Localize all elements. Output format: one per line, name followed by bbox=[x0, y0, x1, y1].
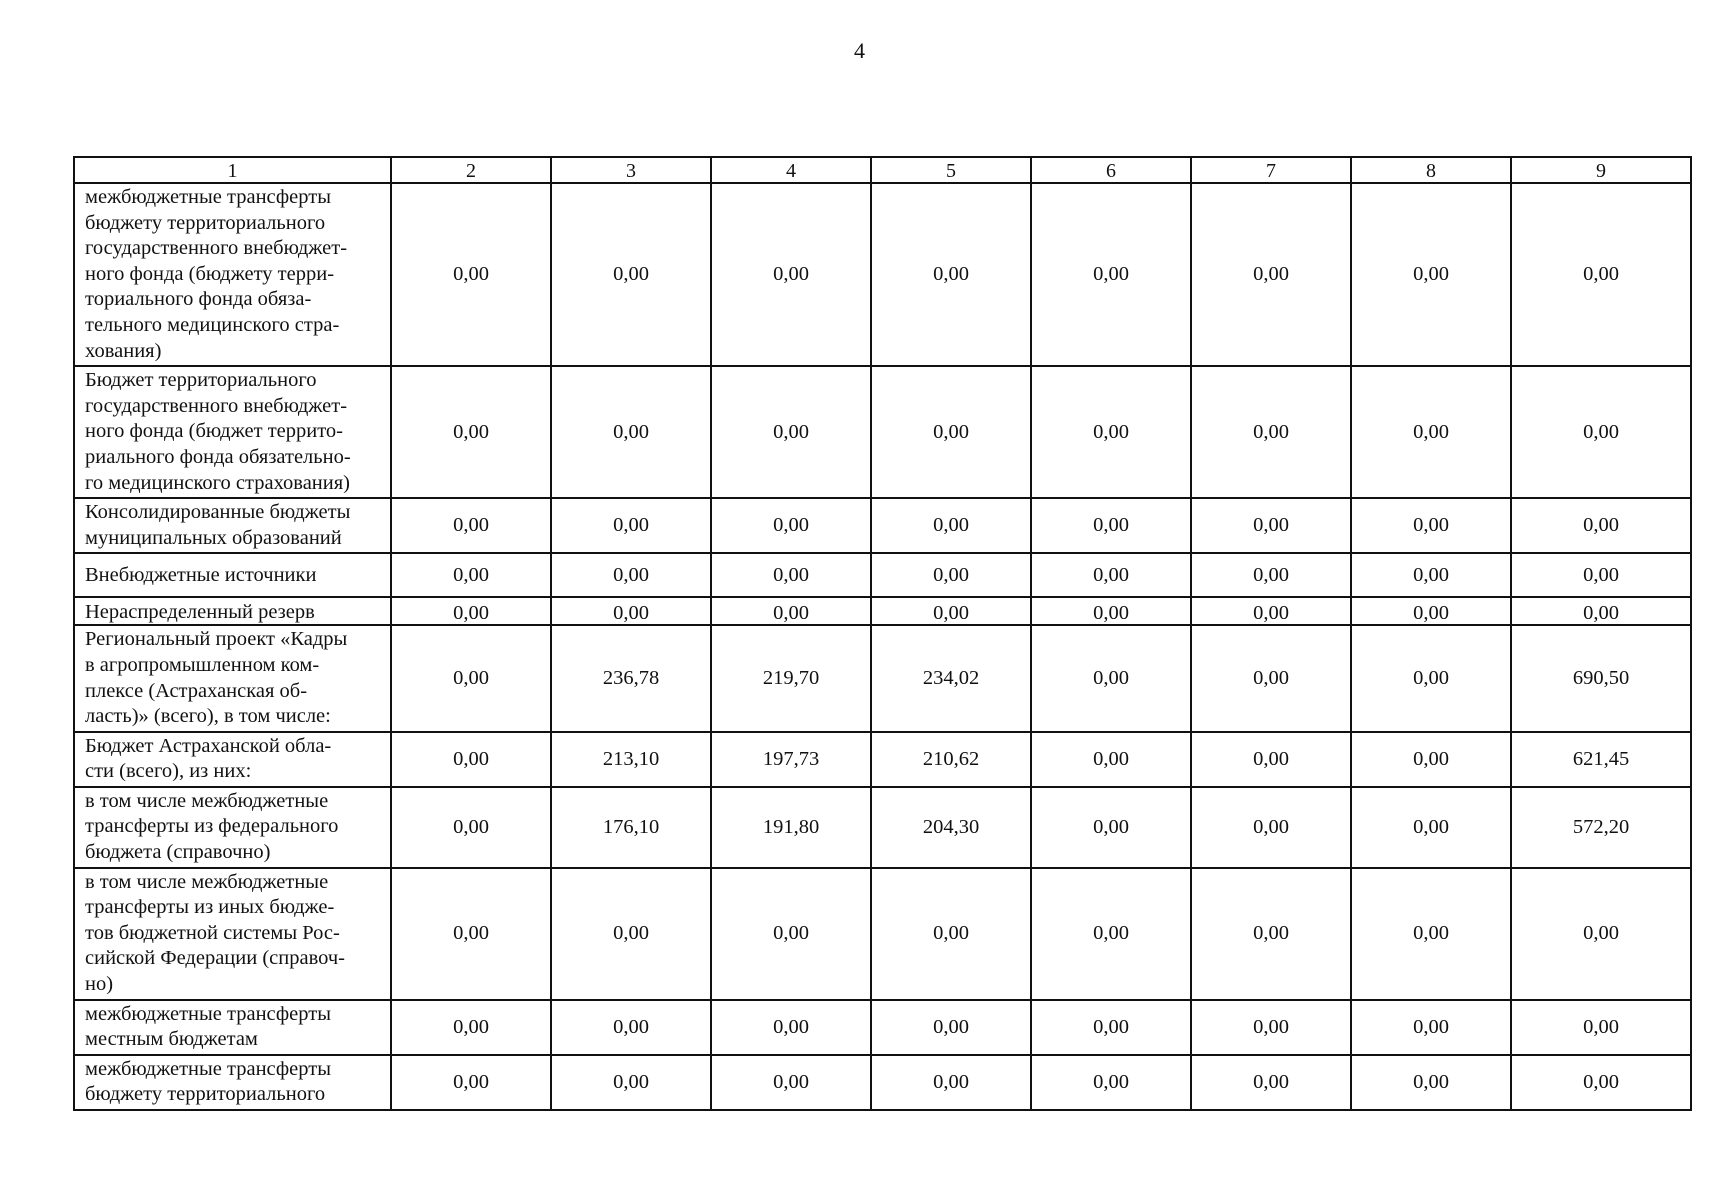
row-label bbox=[74, 1055, 391, 1110]
value-cell: 0,00 bbox=[1031, 553, 1191, 597]
value-cell: 0,00 bbox=[1511, 498, 1691, 553]
value-cell: 0,00 bbox=[1351, 553, 1511, 597]
value-cell: 219,70 bbox=[711, 625, 871, 731]
value-cell: 0,00 bbox=[1031, 1055, 1191, 1110]
column-header: 7 bbox=[1191, 157, 1351, 183]
table-row bbox=[74, 1000, 1691, 1055]
column-header: 4 bbox=[711, 157, 871, 183]
row-label bbox=[74, 732, 391, 787]
row-label-line: ториального фонда обяза- bbox=[85, 288, 312, 311]
column-header: 2 bbox=[391, 157, 551, 183]
row-label-line: бюджету территориального bbox=[85, 1083, 326, 1106]
value-cell: 0,00 bbox=[551, 498, 711, 553]
row-label-line: Бюджет территориального bbox=[85, 369, 317, 392]
value-cell: 0,00 bbox=[391, 1055, 551, 1110]
value-cell: 0,00 bbox=[1191, 597, 1351, 625]
row-label bbox=[74, 366, 391, 498]
value-cell: 0,00 bbox=[1031, 597, 1191, 625]
value-cell: 0,00 bbox=[391, 732, 551, 787]
value-cell: 0,00 bbox=[711, 1055, 871, 1110]
row-label-line: Консолидированные бюджеты bbox=[85, 501, 351, 524]
table-row bbox=[74, 366, 1691, 498]
row-label-line: но) bbox=[85, 973, 114, 996]
value-cell: 0,00 bbox=[1031, 366, 1191, 498]
row-label-line: межбюджетные трансферты bbox=[85, 186, 331, 208]
column-header: 1 bbox=[74, 157, 391, 183]
column-header: 5 bbox=[871, 157, 1031, 183]
value-cell: 0,00 bbox=[391, 868, 551, 1000]
row-label-line: государственного внебюджет- bbox=[85, 394, 348, 417]
value-cell: 0,00 bbox=[551, 1000, 711, 1055]
value-cell: 0,00 bbox=[1031, 183, 1191, 366]
table-row bbox=[74, 498, 1691, 553]
value-cell: 0,00 bbox=[1351, 625, 1511, 731]
value-cell: 0,00 bbox=[1351, 366, 1511, 498]
value-cell: 0,00 bbox=[1191, 498, 1351, 553]
row-label bbox=[74, 553, 391, 597]
row-label bbox=[74, 183, 391, 366]
row-label-line: Региональный проект «Кадры bbox=[85, 628, 348, 651]
value-cell: 0,00 bbox=[1511, 868, 1691, 1000]
value-cell: 0,00 bbox=[1351, 868, 1511, 1000]
table-row bbox=[74, 553, 1691, 597]
column-header: 3 bbox=[551, 157, 711, 183]
value-cell: 213,10 bbox=[551, 732, 711, 787]
table-row bbox=[74, 732, 1691, 787]
row-label-line: Внебюджетные источники bbox=[85, 563, 317, 586]
value-cell: 0,00 bbox=[871, 366, 1031, 498]
row-label-line: риального фонда обязательно- bbox=[85, 445, 351, 468]
value-cell: 197,73 bbox=[711, 732, 871, 787]
table-body bbox=[74, 183, 1691, 1110]
value-cell: 0,00 bbox=[1511, 1000, 1691, 1055]
value-cell: 0,00 bbox=[391, 597, 551, 625]
row-label-line: межбюджетные трансферты bbox=[85, 1057, 331, 1080]
page-number: 4 bbox=[854, 38, 865, 63]
value-cell: 0,00 bbox=[1191, 1000, 1351, 1055]
value-cell: 0,00 bbox=[711, 498, 871, 553]
value-cell: 0,00 bbox=[871, 1055, 1031, 1110]
value-cell: 0,00 bbox=[711, 597, 871, 625]
value-cell: 0,00 bbox=[1031, 498, 1191, 553]
value-cell: 0,00 bbox=[711, 183, 871, 366]
row-label-line: Нераспределенный резерв bbox=[85, 601, 315, 624]
row-label-line: Бюджет Астраханской обла- bbox=[85, 734, 332, 757]
value-cell: 0,00 bbox=[391, 553, 551, 597]
value-cell: 0,00 bbox=[711, 553, 871, 597]
value-cell: 0,00 bbox=[1191, 183, 1351, 366]
value-cell: 204,30 bbox=[871, 787, 1031, 868]
value-cell: 0,00 bbox=[391, 366, 551, 498]
value-cell: 0,00 bbox=[391, 625, 551, 731]
table-row bbox=[74, 183, 1691, 366]
column-header: 8 bbox=[1351, 157, 1511, 183]
table-row bbox=[74, 597, 1691, 625]
table-row bbox=[74, 787, 1691, 868]
header-row bbox=[74, 157, 1691, 183]
value-cell: 0,00 bbox=[871, 553, 1031, 597]
column-header: 9 bbox=[1511, 157, 1691, 183]
row-label-line: плексе (Астраханская об- bbox=[85, 679, 308, 702]
value-cell: 0,00 bbox=[1351, 1000, 1511, 1055]
value-cell: 0,00 bbox=[1191, 553, 1351, 597]
row-label-line: тов бюджетной системы Рос- bbox=[85, 921, 340, 944]
row-label-line: ного фонда (бюджет террито- bbox=[85, 420, 343, 443]
value-cell: 0,00 bbox=[391, 1000, 551, 1055]
value-cell: 0,00 bbox=[711, 366, 871, 498]
value-cell: 0,00 bbox=[1031, 868, 1191, 1000]
value-cell: 0,00 bbox=[1351, 183, 1511, 366]
row-label-line: трансферты из иных бюдже- bbox=[85, 896, 335, 919]
row-label-line: ласть)» (всего), в том числе: bbox=[85, 705, 331, 728]
value-cell: 236,78 bbox=[551, 625, 711, 731]
value-cell: 0,00 bbox=[1351, 498, 1511, 553]
row-label-line: местным бюджетам bbox=[85, 1028, 258, 1051]
value-cell: 0,00 bbox=[871, 597, 1031, 625]
value-cell: 0,00 bbox=[871, 183, 1031, 366]
value-cell: 0,00 bbox=[1191, 868, 1351, 1000]
value-cell: 191,80 bbox=[711, 787, 871, 868]
value-cell: 210,62 bbox=[871, 732, 1031, 787]
row-label-line: бюджету территориального bbox=[85, 211, 326, 234]
value-cell: 0,00 bbox=[391, 498, 551, 553]
value-cell: 572,20 bbox=[1511, 787, 1691, 868]
budget-table bbox=[73, 156, 1692, 1111]
table-row bbox=[74, 868, 1691, 1000]
row-label-line: в том числе межбюджетные bbox=[85, 870, 329, 893]
row-label-line: сийской Федерации (справоч- bbox=[85, 947, 345, 970]
value-cell: 0,00 bbox=[1351, 1055, 1511, 1110]
table-row bbox=[74, 625, 1691, 731]
row-label-line: го медицинского страхования) bbox=[85, 471, 351, 494]
value-cell: 0,00 bbox=[1191, 1055, 1351, 1110]
value-cell: 0,00 bbox=[711, 1000, 871, 1055]
value-cell: 0,00 bbox=[551, 183, 711, 366]
value-cell: 0,00 bbox=[871, 1000, 1031, 1055]
row-label bbox=[74, 787, 391, 868]
value-cell: 0,00 bbox=[1511, 183, 1691, 366]
value-cell: 0,00 bbox=[871, 868, 1031, 1000]
row-label bbox=[74, 625, 391, 731]
value-cell: 0,00 bbox=[551, 366, 711, 498]
value-cell: 0,00 bbox=[391, 183, 551, 366]
value-cell: 0,00 bbox=[551, 597, 711, 625]
value-cell: 690,50 bbox=[1511, 625, 1691, 731]
value-cell: 621,45 bbox=[1511, 732, 1691, 787]
row-label bbox=[74, 597, 391, 625]
value-cell: 0,00 bbox=[1031, 787, 1191, 868]
value-cell: 0,00 bbox=[1191, 625, 1351, 731]
value-cell: 0,00 bbox=[1511, 553, 1691, 597]
row-label-line: ного фонда (бюджету терри- bbox=[85, 262, 335, 285]
row-label bbox=[74, 1000, 391, 1055]
value-cell: 0,00 bbox=[1191, 366, 1351, 498]
value-cell: 0,00 bbox=[1511, 366, 1691, 498]
value-cell: 234,02 bbox=[871, 625, 1031, 731]
value-cell: 0,00 bbox=[1031, 1000, 1191, 1055]
row-label-line: в агропромышленном ком- bbox=[85, 653, 320, 676]
value-cell: 176,10 bbox=[551, 787, 711, 868]
row-label-line: межбюджетные трансферты bbox=[85, 1002, 331, 1025]
value-cell: 0,00 bbox=[1191, 787, 1351, 868]
value-cell: 0,00 bbox=[1031, 625, 1191, 731]
value-cell: 0,00 bbox=[551, 1055, 711, 1110]
row-label bbox=[74, 498, 391, 553]
row-label-line: в том числе межбюджетные bbox=[85, 789, 329, 812]
value-cell: 0,00 bbox=[1031, 732, 1191, 787]
value-cell: 0,00 bbox=[551, 868, 711, 1000]
value-cell: 0,00 bbox=[1351, 732, 1511, 787]
row-label-line: государственного внебюджет- bbox=[85, 237, 348, 260]
column-header: 6 bbox=[1031, 157, 1191, 183]
value-cell: 0,00 bbox=[711, 868, 871, 1000]
row-label-line: трансферты из федерального bbox=[85, 815, 339, 838]
value-cell: 0,00 bbox=[871, 498, 1031, 553]
row-label-line: бюджета (справочно) bbox=[85, 841, 271, 864]
row-label-line: тельного медицинского стра- bbox=[85, 313, 340, 336]
value-cell: 0,00 bbox=[1511, 1055, 1691, 1110]
value-cell: 0,00 bbox=[391, 787, 551, 868]
value-cell: 0,00 bbox=[1351, 597, 1511, 625]
value-cell: 0,00 bbox=[1511, 597, 1691, 625]
row-label-line: муниципальных образований bbox=[85, 526, 342, 549]
row-label-line: хования) bbox=[85, 339, 162, 362]
value-cell: 0,00 bbox=[1351, 787, 1511, 868]
table-row bbox=[74, 1055, 1691, 1110]
row-label bbox=[74, 868, 391, 1000]
value-cell: 0,00 bbox=[551, 553, 711, 597]
value-cell: 0,00 bbox=[1191, 732, 1351, 787]
row-label-line: сти (всего), из них: bbox=[85, 760, 252, 783]
